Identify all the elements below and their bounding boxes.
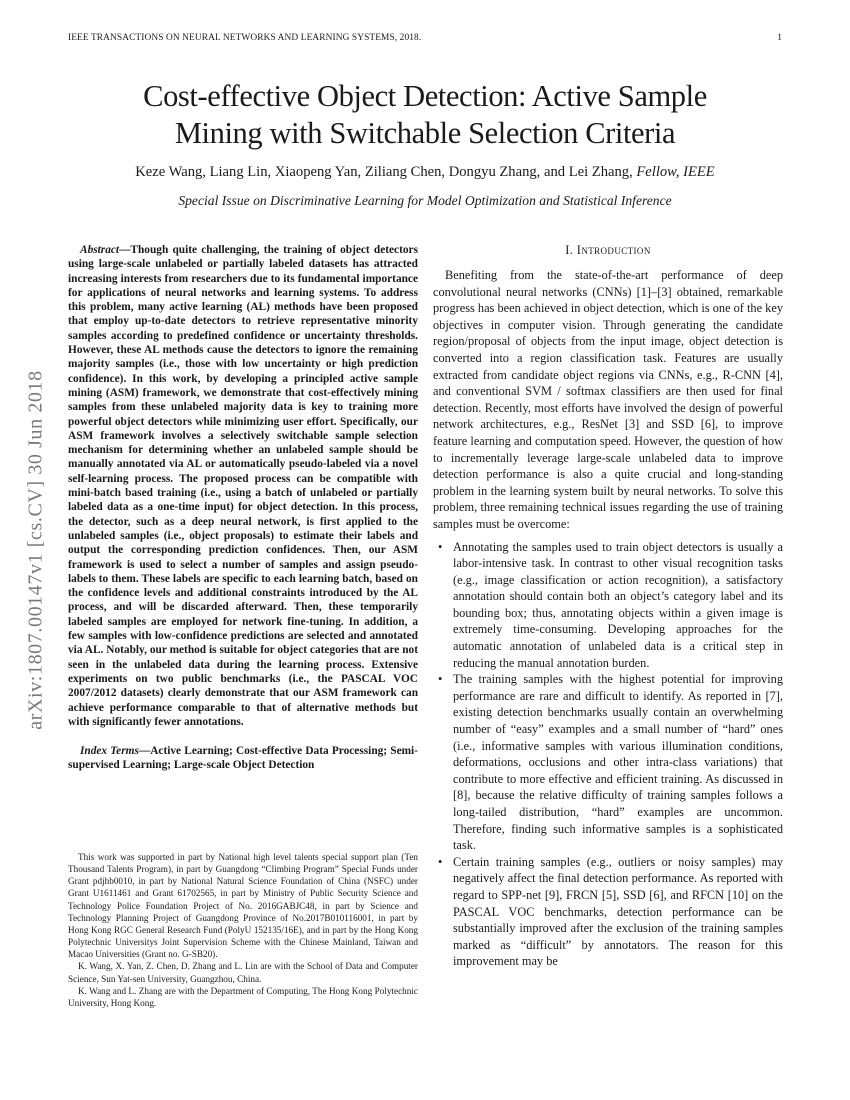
abstract-label: Abstract [80, 244, 120, 256]
list-item [438, 539, 783, 672]
funding-footnote: This work was supported in part by National high level talents special support plan (Ten Thousand Talents Program), in part by Guangdong “Climbing Program” Special Funds under Grant pdjhb0010, in part by National Natural Science Foundation of China (NSFC) under Grant U1611461 and Grant 61702565, in part by Ministry of Public Security Science and Technology Police Foundation Project of No. 2016GABJC48, in part by Science and Technology Planning Project of Guangdong Province of No.2017B010116001, in part by Hong Kong RGC General Research Fund (PolyU 152135/16E), and in part by the Hong Kong Polytechnic Universitys Joint Supervision Scheme with the Chinese Mainland, Taiwan and Macao Universities (Grant no. G-SB20). [68, 852, 418, 960]
index-terms-label: Index Terms [80, 745, 139, 758]
author-affiliation: Fellow, IEEE [636, 164, 715, 180]
title-line-2: Mining with Switchable Selection Criteria [174, 116, 676, 150]
bullet-icon: • [438, 672, 443, 687]
section-numeral: I. [565, 243, 577, 257]
title-line-1: Cost-effective Object Detection: Active Sample [143, 79, 707, 113]
list-item-text: The training samples with the highest potential for improving performance are rare and difficult to identify. As reported in [7], existing detection benchmarks usually contain an overwhelming number of “easy” examples and a small number of “hard” ones (i.e., informative samples with various illumination conditions, deformations, occlusions and other intra-class variations) that contribute to more effective and efficient training. As discussed in [8], because the relative difficulty of training samples follows a long-tailed distribution, “hard” examples are uncommon. Therefore, finding such informative samples is a sophisticated task. [453, 672, 783, 853]
special-issue: Special Issue on Discriminative Learning for Model Optimization and Statistical Inference [178, 193, 672, 208]
affiliation-footnote-1: K. Wang, X. Yan, Z. Chen, D. Zhang and L. Lin are with the School of Data and Computer Science, Sun Yat-sen University, Guangzhou, China. [68, 961, 418, 984]
running-head [68, 33, 782, 43]
section-heading-introduction [433, 243, 783, 257]
list-item-text: Annotating the samples used to train object detectors is usually a labor-intensive task. In contrast to other visual recognition tasks (e.g., image classification or action recognition), a satisfactory annotation should contain both an object’s category label and its bounding box; thus, annotating objects within a given image is extremely time-consuming. Developing approaches for the automatic annotation of unlabeled data is a critical step in reducing the manual annotation burden. [453, 539, 783, 670]
footnotes [68, 851, 418, 1009]
affiliation-footnote-2: K. Wang and L. Zhang are with the Department of Computing, The Hong Kong Polytechnic University, Hong Kong. [68, 985, 418, 1008]
section-title: Introduction [576, 243, 651, 257]
page-number: 1 [777, 33, 782, 43]
author-names: Keze Wang, Liang Lin, Xiaopeng Yan, Ziliang Chen, Dongyu Zhang, and Lei Zhang, [135, 164, 637, 180]
list-item [438, 671, 783, 854]
abstract [68, 243, 418, 729]
bullet-icon: • [438, 854, 443, 869]
index-terms [68, 744, 418, 773]
intro-paragraph: Benefiting from the state-of-the-art performance of deep convolutional neural networks (CNNs) [1]–[3] obtained, remarkable progress has been achieved in object detection, which is one of the key objectives in computer vision. Through generating the candidate region/proposal of objects from the input image, object detection is converted into a region classification task. Features are usually extracted from candidate object regions via CNNs, e.g., R-CNN [4], and conventional SVM / softmax classifiers are then used for final detection. Recently, most efforts have involved the design of powerful network architectures, e.g., ResNet [3] and SSD [6], to improve feature learning and computation speed. However, the question of how to incrementally leverage large-scale unlabeled data to improve detection performance is also a quite crucial and long-standing problem in the learning system built by neural networks. To solve this problem, three remaining technical issues regarding the use of training samples must be overcome: [433, 268, 783, 531]
left-column [68, 243, 418, 773]
issue-list [433, 539, 783, 970]
list-item [438, 854, 783, 970]
journal-name: IEEE TRANSACTIONS ON NEURAL NETWORKS AND LEARNING SYSTEMS, 2018. [68, 33, 422, 43]
bullet-icon: • [438, 539, 443, 554]
index-terms-text: —Active Learning; Cost-effective Data Processing; Semi-supervised Learning; Large-scale Object Detection [68, 745, 418, 772]
arxiv-stamp: arXiv:1807.00147v1 [cs.CV] 30 Jun 2018 [24, 370, 47, 730]
paper-title [0, 78, 850, 152]
abstract-text: —Though quite challenging, the training of object detectors using large-scale unlabeled or partially labeled datasets has attracted increasing interests from researchers due to its fundamental importance for applications of neural networks and learning systems. To address this problem, many active learning (AL) methods have been proposed that employ up-to-date detectors to retrieve representative minority samples according to predefined confidence or uncertainty thresholds. However, these AL methods cause the detectors to ignore the remaining majority samples (i.e., those with low uncertainty or high prediction confidence). In this work, by developing a principled active sample mining (ASM) framework, we demonstrate that cost-effectively mining samples from these unlabeled majority data is key to training more powerful object detectors while minimizing user effort. Specifically, our ASM framework involves a selectively switchable sample selection mechanism for determining whether an unlabeled sample should be manually annotated via AL or automatically pseudo-labeled via a novel self-learning process. The proposed process can be compatible with mini-batch based training (i.e., using a batch of unlabeled or partially labeled data as a one-time input) for object detection. In this process, the detector, such as a deep neural network, is first applied to the unlabeled samples (i.e., object proposals) to estimate their labels and output the corresponding prediction confidences. Then, our ASM framework is used to select a number of samples and assign pseudo-labels to them. These labels are specific to each learning batch, based on the confidence levels and additional constraints introduced by the AL process, and will be discarded afterward. Then, these temporarily labeled samples are employed for network fine-tuning. In addition, a few samples with low-confidence predictions are selected and annotated via AL. Notably, our method is suitable for object categories that are not seen in the unlabeled data during the learning process. Extensive experiments on two public benchmarks (i.e., the PASCAL VOC 2007/2012 datasets) clearly demonstrate that our ASM framework can achieve performance comparable to that of alternative methods but with significantly fewer annotations. [68, 244, 418, 728]
list-item-text: Certain training samples (e.g., outliers or noisy samples) may negatively affect the final detection performance. As reported with regard to SPP-net [9], FRCN [5], SSD [6], and RFCN [10] on the PASCAL VOC benchmarks, detection performance can be substantially improved after the exclusion of the training samples marked as “difficult” by annotators. The reason for this improvement may be [453, 854, 783, 969]
author-list [0, 164, 850, 181]
right-column [433, 243, 783, 970]
